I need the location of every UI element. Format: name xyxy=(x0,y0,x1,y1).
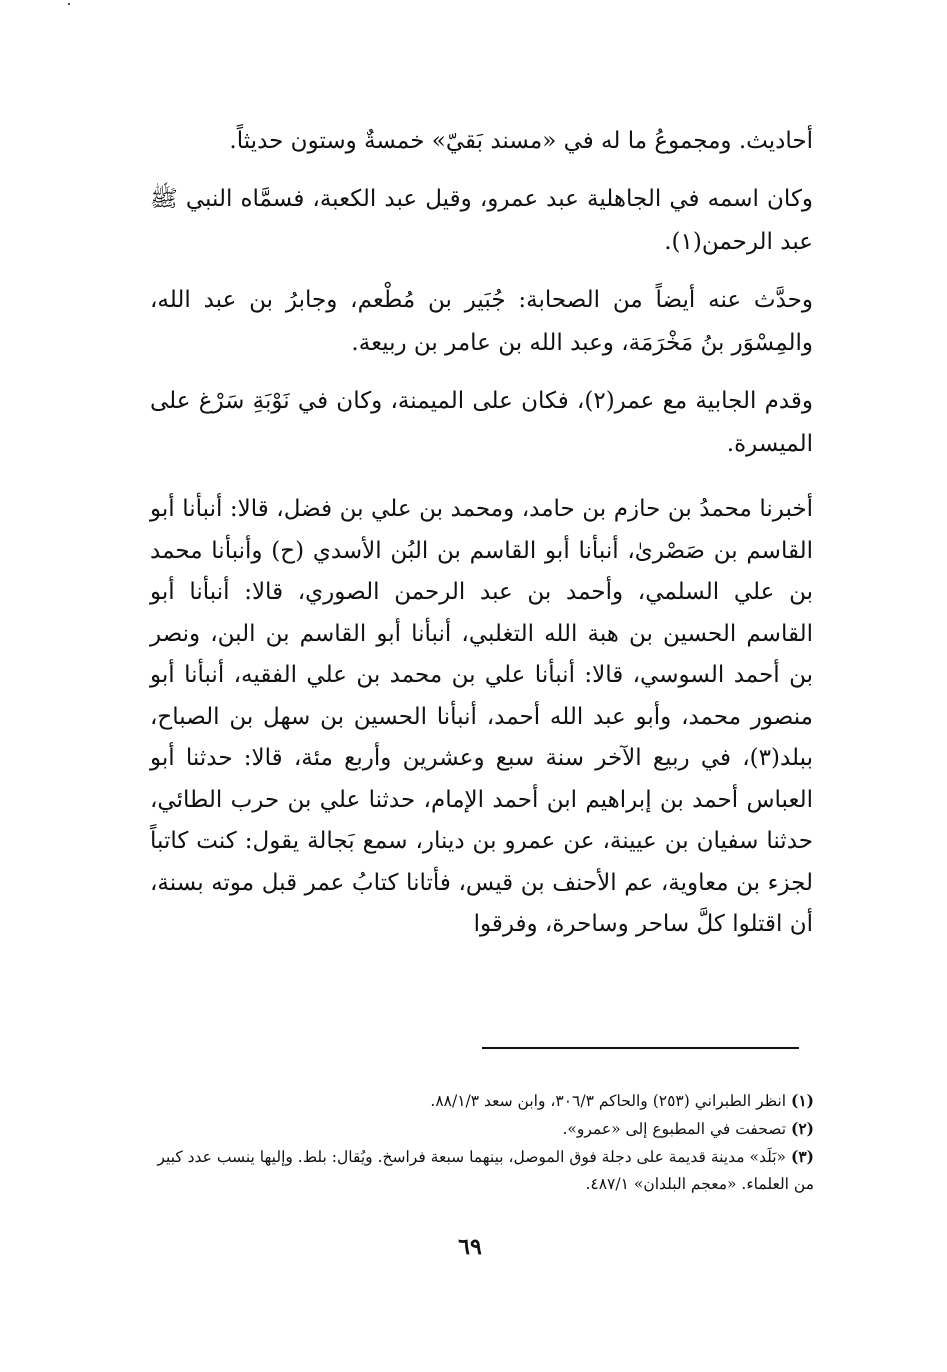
footnote-text: انظر الطبراني (٢٥٣) والحاكم ٣٠٦/٣، وابن سعد ٨٨/١/٣. xyxy=(430,1092,787,1110)
paragraph-3: وحدَّث عنه أيضاً من الصحابة: جُبَير بن مُطْعم، وجابرُ بن عبد الله، والمِسْوَر بنُ مَخْرَمَة، وعبد الله بن عامر بن ربيعة. xyxy=(150,287,813,356)
footnote-text: «بَلَد» مدينة قديمة على دجلة فوق الموصل، بينهما سبعة فراسخ. ويُقال: بلط. وإليها ينسب عدد كبير من العلماء. «معجم البلدان» ٤٨٧/١. xyxy=(157,1148,814,1193)
paragraph-4: وقدم الجابية مع عمر(٢)، فكان على الميمنة، وكان في نَوْبَةِ سَرْغ على الميسرة. xyxy=(150,388,813,457)
footnote-1 xyxy=(152,1087,814,1115)
paragraph-1: أحاديث. ومجموعُ ما له في «مسند بَقيّ» خمسةٌ وستون حديثاً. xyxy=(229,128,813,154)
footnote-number: (١) xyxy=(790,1091,814,1110)
corner-mark xyxy=(68,3,70,5)
main-text xyxy=(150,120,813,946)
footnote-2 xyxy=(152,1115,814,1143)
paragraph-5-isnad: أخبرنا محمدُ بن حازم بن حامد، ومحمد بن علي بن فضل، قالا: أنبأنا أبو القاسم بن صَصْرىٰ، أنبأنا أبو القاسم بن البُن الأسدي (ح) وأنبأنا محمد بن علي السلمي، وأحمد بن عبد الرحمن الصوري، قالا: أنبأنا أبو القاسم الحسين بن هبة الله التغلبي، أنبأنا أبو القاسم بن البن، ونصر بن أحمد السوسي، قالا: أنبأنا علي بن محمد بن علي الفقيه، أنبأنا أبو منصور محمد، وأبو عبد الله أحمد، أنبأنا الحسين بن سهل بن الصباح، ببلد(٣)، في ربيع الآخر سنة سبع وعشرين وأربع مئة، قالا: حدثنا أبو العباس أحمد بن إبراهيم ابن أحمد الإمام، حدثنا علي بن حرب الطائي، حدثنا سفيان بن عيينة، عن عمرو بن دينار، سمع بَجالة يقول: كنت كاتباً لجزء بن معاوية، عم الأحنف بن قيس، فأتانا كتابُ عمر قبل موته بسنة، أن اقتلوا كلَّ ساحر وساحرة، وفرقوا xyxy=(150,496,813,937)
footnote-3 xyxy=(152,1143,814,1198)
footnote-separator xyxy=(482,1047,799,1049)
page-number: ٦٩ xyxy=(458,1234,482,1260)
paragraph-2: وكان اسمه في الجاهلية عبد عمرو، وقيل عبد الكعبة، فسمَّاه النبي ﷺ عبد الرحمن(١). xyxy=(150,186,813,255)
footnotes xyxy=(152,1087,814,1198)
footnote-number: (٣) xyxy=(790,1147,814,1166)
footnote-text: تصحفت في المطبوع إلى «عمرو». xyxy=(562,1120,787,1138)
footnote-number: (٢) xyxy=(790,1119,814,1138)
